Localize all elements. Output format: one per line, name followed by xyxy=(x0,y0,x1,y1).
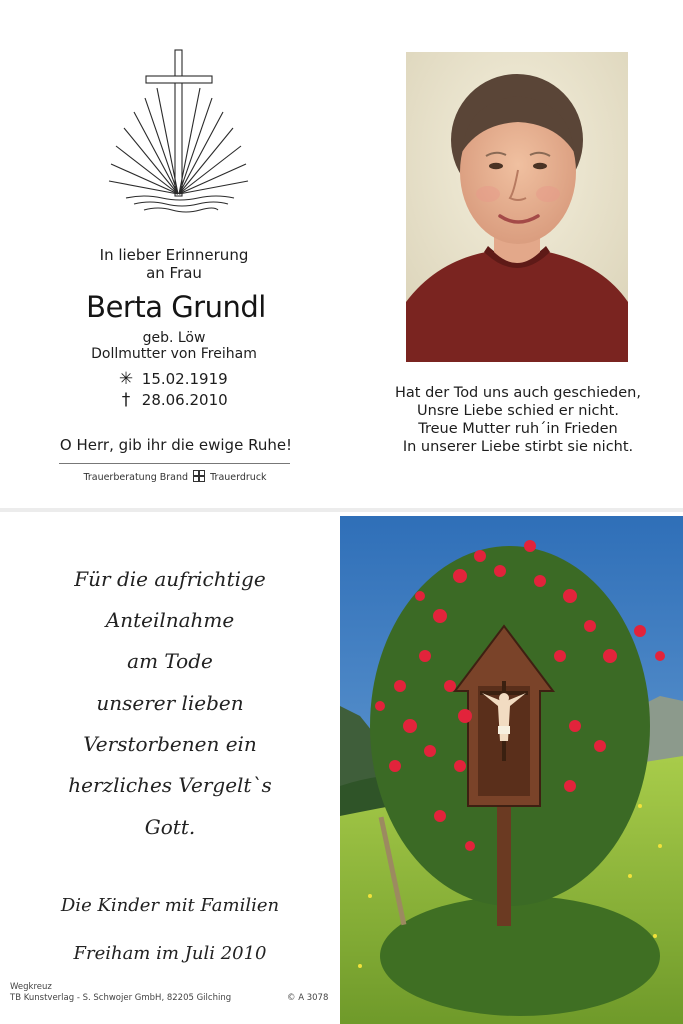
publisher-name: TB Kunstverlag - S. Schwojer GmbH, 82205 Gilching xyxy=(10,993,232,1003)
death-row xyxy=(115,390,228,410)
intro-line-2: an Frau xyxy=(146,264,202,282)
poem-line-1: Hat der Tod uns auch geschieden, xyxy=(395,385,641,401)
maiden-name: geb. Löw xyxy=(142,330,206,346)
thanks-line-2: Anteilnahme xyxy=(105,608,235,632)
honorific-title: Dollmutter von Freiham xyxy=(91,346,257,362)
memorial-card-front xyxy=(0,0,683,508)
boxed-cross-icon xyxy=(193,470,205,482)
thanks-line-6: herzliches Vergelt`s xyxy=(68,773,272,797)
birth-row xyxy=(115,369,228,389)
place-and-date: Freiham im Juli 2010 xyxy=(73,943,267,964)
birth-date: 15.02.1919 xyxy=(141,370,228,388)
footer-left: Trauerberatung Brand xyxy=(83,472,189,483)
thanks-line-1: Für die aufrichtige xyxy=(74,567,266,591)
divider xyxy=(59,463,290,464)
footer-right: Trauerdruck xyxy=(210,472,267,483)
thanks-line-3: am Tode xyxy=(127,649,213,673)
death-date: 28.06.2010 xyxy=(141,391,228,409)
birth-star-icon: ✳ xyxy=(118,369,134,389)
publisher-caption: Wegkreuz xyxy=(10,982,52,992)
poem xyxy=(376,384,660,456)
poem-line-2: Unsre Liebe schied er nicht. xyxy=(417,403,619,419)
thanks-line-4: unserer lieben xyxy=(96,691,244,715)
poem-line-3: Treue Mutter ruh´in Frieden xyxy=(418,421,618,437)
wayside-cross-photo xyxy=(340,516,683,1024)
catalog-code: © A 3078 xyxy=(287,993,329,1003)
poem-line-4: In unserer Liebe stirbt sie nicht. xyxy=(402,439,634,455)
deceased-name: Berta Grundl xyxy=(86,290,266,324)
portrait-photo xyxy=(406,52,628,362)
signature: Die Kinder mit Familien xyxy=(60,895,280,916)
death-cross-icon: † xyxy=(121,390,131,410)
prayer-line: O Herr, gib ihr die ewige Ruhe! xyxy=(59,436,293,454)
intro-line-1: In lieber Erinnerung xyxy=(99,246,249,264)
thanks-line-7: Gott. xyxy=(144,815,196,839)
thanks-line-5: Verstorbenen ein xyxy=(83,732,257,756)
funeral-service-footer xyxy=(60,470,290,483)
cross-sunrise-icon xyxy=(104,46,250,218)
